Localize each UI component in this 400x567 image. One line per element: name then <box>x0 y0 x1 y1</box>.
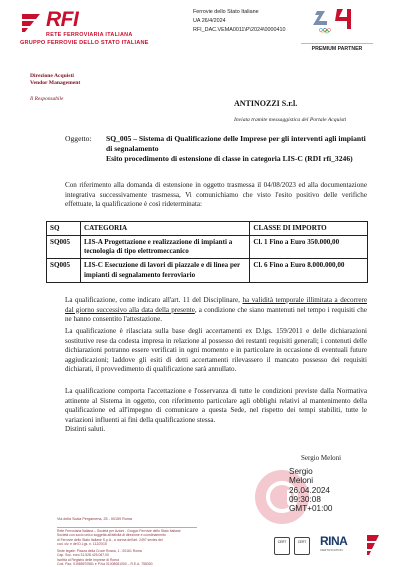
logo-line1: RETE FERROVIARIA ITALIANA <box>46 32 133 38</box>
partner-label: PREMIUM PARTNER <box>301 43 373 52</box>
table-cell: LIS-C Esecuzione di lavori di piazzale e di linea per impianti di segnalamento ferroviario <box>80 259 249 282</box>
sender-role: Il Responsabile <box>30 96 64 102</box>
closing-text: Distinti saluti. <box>65 425 106 433</box>
validity-text-a: La qualificazione, come indicato all'art. 11 del Disciplinare, <box>65 296 243 304</box>
sender-block <box>30 73 80 87</box>
signature-stamp-text <box>289 467 332 513</box>
intro-paragraph: Con riferimento alla domanda di estensione in oggetto trasmessa il 04/08/2023 ed alla documentazione integrativa successivamente trasmessa, Vi comunichiamo che visto l'esito positivo delle verifiche effettuate, la qualificazione è così rideterminata: <box>65 181 367 209</box>
stamp-line: Sergio <box>289 467 313 476</box>
footer-line: cod. civ. e del D.Lgs. n. 112/2015 <box>57 541 107 546</box>
rina-certification-logo <box>320 534 362 556</box>
subject-line: Esito procedimento di estensione di classe in categoria LIS-C (RDI rfi_3246) <box>106 154 353 164</box>
rina-logo-subtext: CERTIFICATION <box>320 548 343 552</box>
recipient-name: ANTINOZZI S.r.l. <box>234 99 298 108</box>
signer-name: Sergio Meloni <box>301 454 342 462</box>
subject-label: Oggetto: <box>65 134 92 143</box>
stamp-line: GMT+01:00 <box>289 504 333 514</box>
footer-divider <box>57 527 197 528</box>
sender-unit: Vendor Management <box>30 80 81 86</box>
footer-line: Rete Ferroviaria Italiana – Società per Azioni - Gruppo Ferrovie dello Stato Italiane <box>57 529 181 533</box>
footer-line: Cod. Fisc. 01585570581 e P.Iva 01008081000 – R.E.A. 758300 <box>57 561 153 566</box>
table-cell: SQ005 <box>47 259 81 282</box>
footer-address: Via della Scala Pergamena, 25 - 00159 Roma <box>57 517 132 521</box>
footer-line: Iscritta al Registro delle Imprese di Roma <box>57 557 119 562</box>
protocol-line: UA 26/4/2024 <box>193 18 226 24</box>
partner-block <box>301 5 373 57</box>
footer-line: Società con socio unico soggetta all'attività di direzione e coordinamento <box>57 533 166 538</box>
obligations-paragraph: La qualificazione comporta l'accettazione e l'osservanza di tutte le condizioni previste dalla Normativa attinente al Sistema in oggetto, con riferimento particolare agli obblighi relativi al mantenimento della qualificazione ed all'impegno di comunicare a questa Sede, nel rispetto dei tempi stabiliti, tutte le variazioni influenti ai fini della qualificazione stessa. <box>65 387 367 424</box>
subject-line: SQ_005 – Sistema di Qualificazione delle Imprese per gli interventi agli impianti di segnalamento <box>106 134 366 154</box>
table-cell: Cl. 1 Fino a Euro 350.000,00 <box>250 236 368 259</box>
table-header-cell: SQ <box>47 222 81 236</box>
table-cell: Cl. 6 Fino a Euro 8.000.000,00 <box>250 259 368 282</box>
sender-department: Direzione Acquisti <box>30 73 74 79</box>
milano-cortina-2026-logo-icon <box>307 5 367 35</box>
table-header-cell: CATEGORIA <box>80 222 249 236</box>
protocol-line: RFI_DAC.VEMA0011\P\2024\0000410 <box>193 27 286 33</box>
footer-line: Cap. Soc. euro 31.528.425.067,00 <box>57 553 109 558</box>
certification-badge-icon: CERT <box>274 537 290 555</box>
logo-line2: GRUPPO FERROVIE DELLO STATO ITALIANE <box>20 40 149 46</box>
validity-text-c: , a condizione che siano mantenuti nel tempo i requisiti che ne hanno consentito l'attestazione. <box>65 305 368 324</box>
protocol-block <box>193 8 286 35</box>
validity-paragraph <box>65 296 367 325</box>
digital-signature-stamp <box>251 464 371 526</box>
footer-legal-info <box>57 549 217 566</box>
rfi-mark-icon <box>20 10 42 34</box>
validity-text-underlined: ha validità temporale illimitata a decorrere dal giorno successivo alla data della presente <box>65 296 367 314</box>
logo-main-text: RFI <box>46 8 79 31</box>
footer-line: di Ferrovie dello Stato Italiane S.p.A., a norma dell'art. 2497 sexies del <box>57 537 163 542</box>
rfi-logo <box>20 8 170 46</box>
table-cell: SQ005 <box>47 236 81 259</box>
footer-line: Sede legale: Piazza della Croce Rossa, 1 - 00161 Roma <box>57 549 142 553</box>
rfi-footer-mark-icon <box>365 533 381 557</box>
table-cell: LIS-A Progettazione e realizzazione di impianti a tecnologia di tipo elettromeccanico <box>80 236 249 259</box>
protocol-line: Ferrovie dello Stato Italiane <box>193 9 259 15</box>
qualification-table <box>46 221 368 283</box>
stamp-line: 09:30:08 <box>289 494 321 504</box>
certification-badge-icon: CERT <box>294 537 310 555</box>
table-header-cell: CLASSE DI IMPORTO <box>250 222 368 236</box>
footer-company-info <box>57 529 217 546</box>
table-row <box>47 259 368 282</box>
stamp-line: Meloni <box>289 476 314 486</box>
table-row <box>47 236 368 259</box>
rina-logo-text: RINA <box>320 534 348 548</box>
subject-text <box>106 134 366 165</box>
stamp-line: 26.04.2024 <box>289 485 330 495</box>
recipient-note: Inviata tramite messaggistica del Portale Acquisti <box>234 117 347 123</box>
table-header-row <box>47 222 368 236</box>
checks-paragraph: La qualificazione è rilasciata sulla base degli accertamenti ex D.lgs. 159/2011 e delle dichiarazioni sostitutive rese da codesta impresa in relazione al possesso dei restanti requisiti generali; i contenuti delle dichiarazioni potranno essere verificati in ogni momento e in particolare in occasione di eventuali future aggiudicazioni; laddove gli esiti di detti accertamenti rilevassero il mancato possesso dei requisiti dichiarati, il provvedimento di qualificazione sarà annullato. <box>65 327 367 374</box>
